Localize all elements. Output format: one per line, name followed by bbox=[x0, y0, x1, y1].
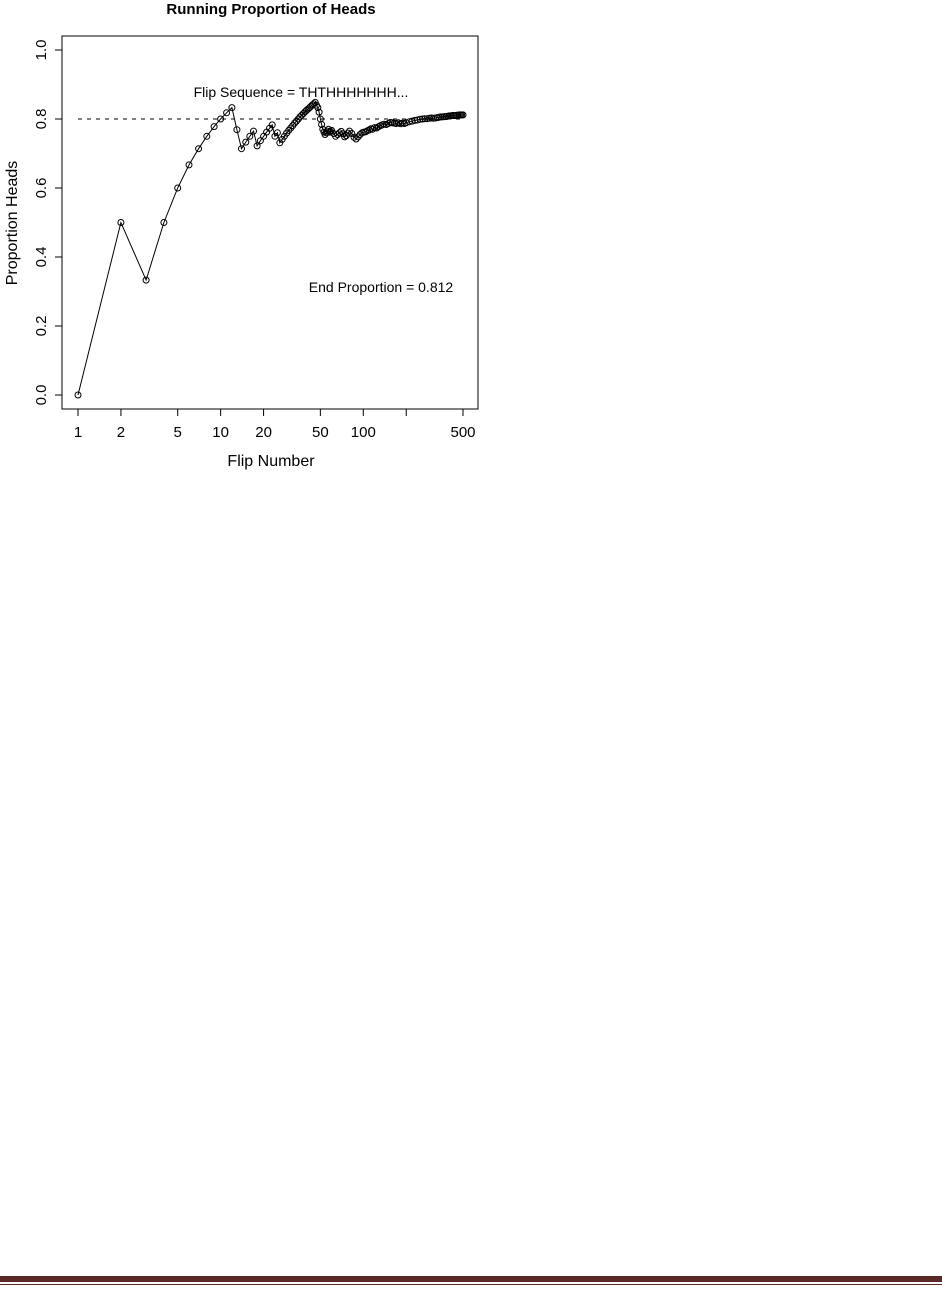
y-tick-label: 0.4 bbox=[33, 246, 50, 268]
y-tick-label: 1.0 bbox=[33, 39, 50, 61]
series-line bbox=[78, 102, 463, 395]
y-tick-label: 0.8 bbox=[33, 108, 50, 130]
running-proportion-chart bbox=[0, 0, 500, 490]
x-tick-label: 100 bbox=[350, 424, 376, 441]
x-tick-label: 5 bbox=[173, 424, 182, 441]
x-tick-label: 500 bbox=[450, 424, 476, 441]
end-proportion-annotation: End Proportion = 0.812 bbox=[308, 279, 454, 295]
x-tick-label: 2 bbox=[116, 424, 126, 441]
y-tick-label: 0.2 bbox=[33, 315, 50, 337]
x-tick-label: 20 bbox=[255, 424, 272, 441]
x-tick-label: 50 bbox=[312, 424, 329, 441]
y-tick-label: 0.0 bbox=[33, 384, 50, 406]
y-axis-label: Proportion Heads bbox=[4, 160, 21, 286]
y-axis bbox=[33, 40, 62, 406]
x-tick-label: 10 bbox=[212, 424, 229, 441]
chart-title: Running Proportion of Heads bbox=[166, 1, 376, 18]
y-tick-label: 0.6 bbox=[33, 177, 50, 199]
x-tick-label: 1 bbox=[73, 424, 83, 441]
footer-rule bbox=[0, 1276, 942, 1282]
flip-sequence-annotation: Flip Sequence = THTHHHHHHH... bbox=[193, 84, 409, 100]
footer-rule-thin bbox=[0, 1284, 942, 1285]
series-points bbox=[75, 99, 466, 398]
x-axis-label: Flip Number bbox=[227, 453, 315, 470]
x-axis bbox=[74, 409, 476, 441]
